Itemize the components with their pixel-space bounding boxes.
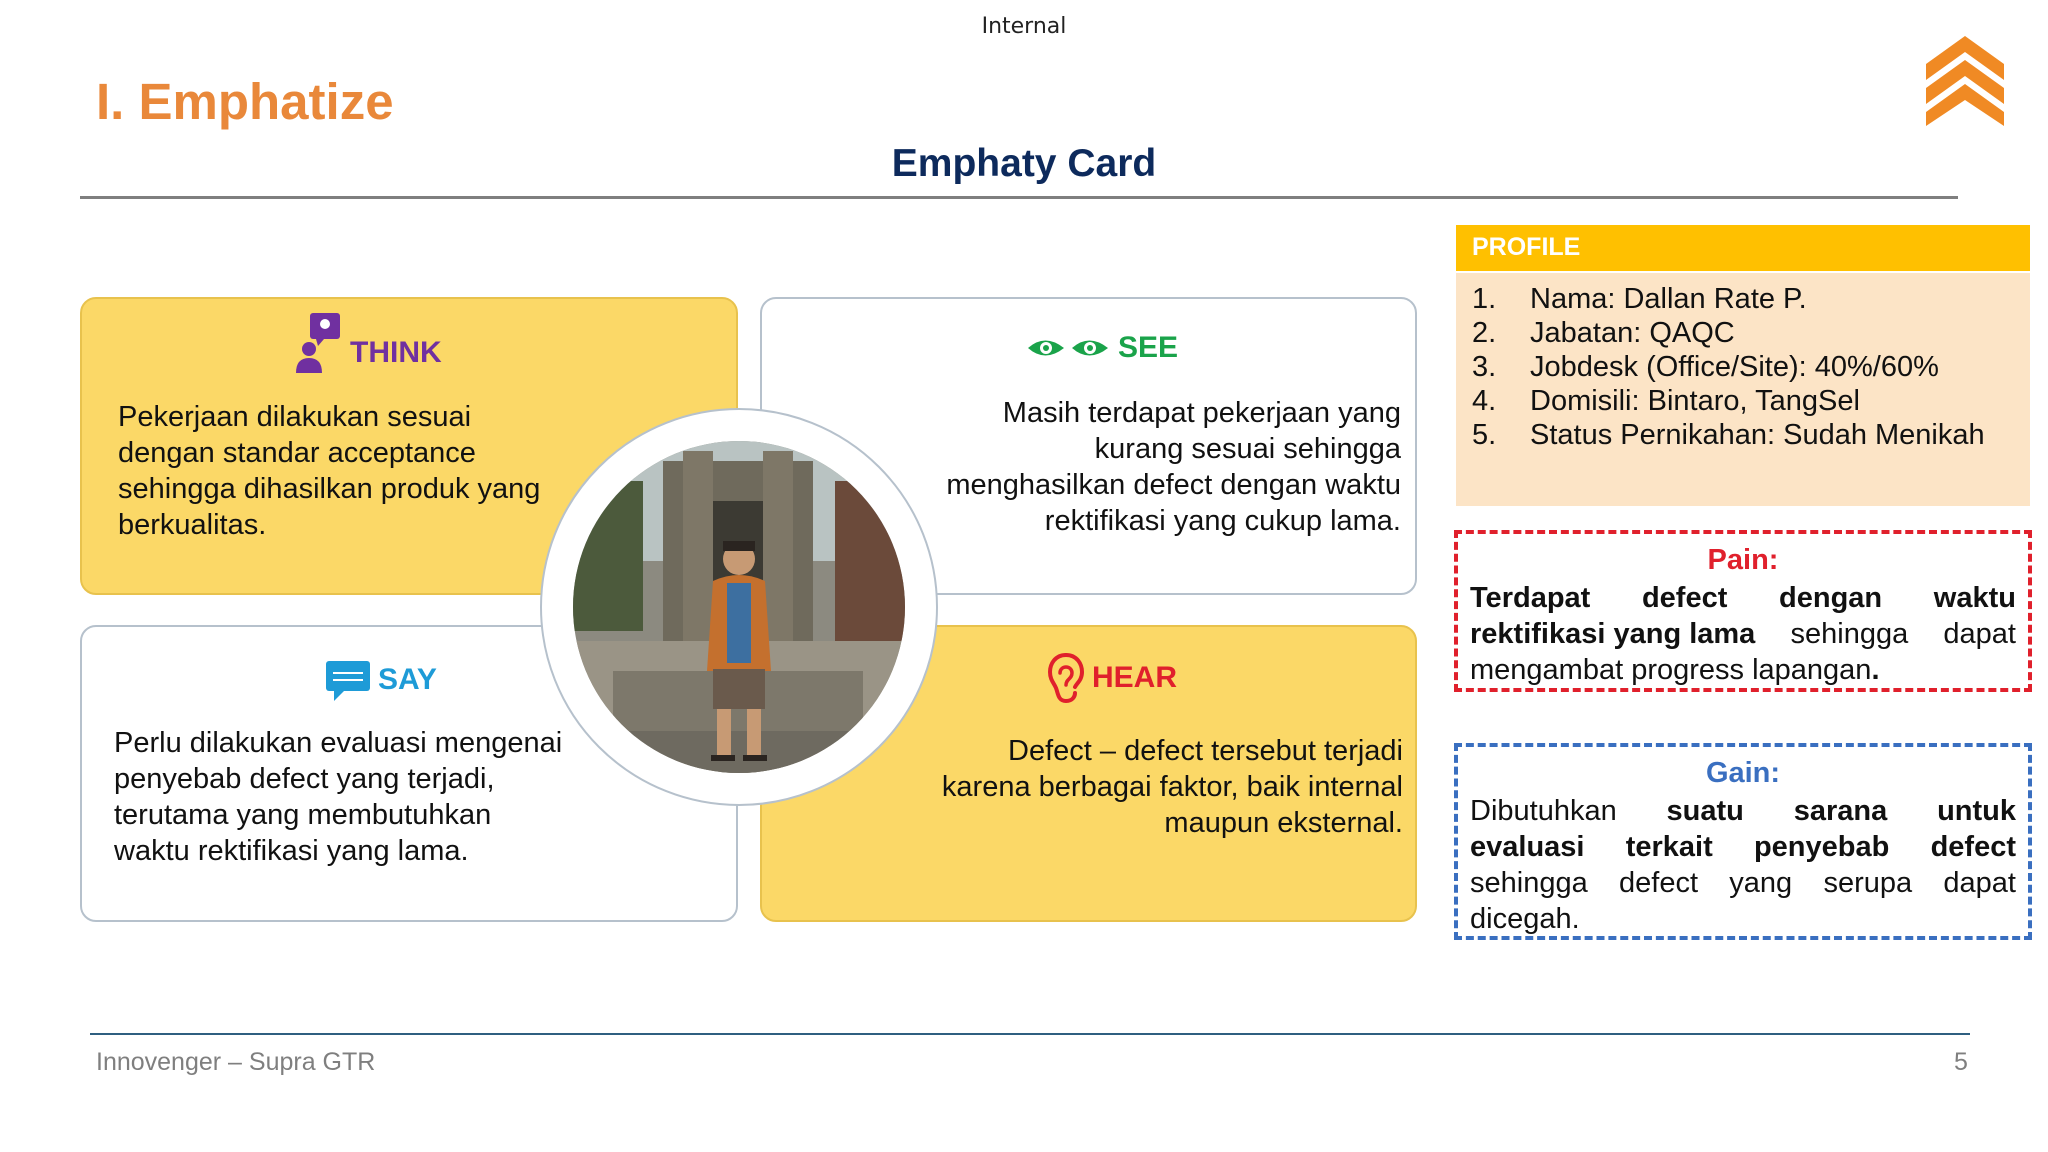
say-heading <box>326 659 437 701</box>
profile-item-number: 2. <box>1472 317 1497 349</box>
profile-item-text: Nama: Dallan Rate P. <box>1530 283 1807 315</box>
say-text <box>114 725 562 869</box>
gain-word: defect <box>1619 867 1698 899</box>
profile-header-label: PROFILE <box>1472 233 1581 261</box>
gain-word: dapat <box>1943 867 2016 899</box>
profile-item-text: Status Pernikahan: Sudah Menikah <box>1530 419 1985 451</box>
say-line: penyebab defect yang terjadi, <box>114 763 495 795</box>
profile-header <box>1456 225 2030 271</box>
pain-box <box>1454 530 2032 692</box>
pain-word: Terdapat <box>1470 582 1591 614</box>
classification-label: Internal <box>981 14 1067 39</box>
say-label: SAY <box>378 663 437 696</box>
gain-word: evaluasi <box>1470 831 1585 863</box>
gain-box <box>1454 743 2032 940</box>
profile-item-number: 1. <box>1472 283 1497 315</box>
pain-title: Pain: <box>1707 544 1779 576</box>
gain-word: terkait <box>1625 831 1713 863</box>
pain-word: dengan <box>1779 582 1883 614</box>
pain-word: dapat <box>1943 618 2016 650</box>
eyes-icon <box>1026 333 1110 363</box>
see-line: Masih terdapat pekerjaan yang <box>1002 397 1401 429</box>
profile-item-number: 4. <box>1472 385 1497 417</box>
profile-item-number: 5. <box>1472 419 1497 451</box>
speech-bubble-icon <box>326 659 370 701</box>
pain-word: waktu <box>1933 582 2016 614</box>
gain-word: sarana <box>1793 795 1888 827</box>
think-line: berkualitas. <box>118 509 267 541</box>
gain-word: sehingga <box>1470 867 1588 899</box>
think-line: dengan standar acceptance <box>118 437 476 469</box>
pain-line <box>1470 652 2016 688</box>
pain-word: sehingga <box>1790 618 1909 650</box>
see-line: rektifikasi yang cukup lama. <box>1044 505 1401 537</box>
gain-title: Gain: <box>1705 757 1781 789</box>
gain-word: defect <box>1930 831 2016 863</box>
gain-word: suatu <box>1666 795 1744 827</box>
say-line: terutama yang membutuhkan <box>114 799 492 831</box>
footer-divider <box>90 1033 1970 1035</box>
pain-word: defect <box>1641 582 1728 614</box>
see-line: kurang sesuai sehingga <box>1094 433 1401 465</box>
see-text <box>946 395 1401 539</box>
hear-heading <box>1048 653 1177 703</box>
profile-item <box>1472 419 1985 452</box>
see-label: SEE <box>1118 331 1179 364</box>
think-text <box>118 399 540 543</box>
ear-icon <box>1048 653 1084 703</box>
profile-item-number: 3. <box>1472 351 1497 383</box>
gain-word: serupa <box>1823 867 1913 899</box>
hear-line: karena berbagai faktor, baik internal <box>941 771 1403 803</box>
think-heading <box>296 311 442 373</box>
company-logo-icon <box>1922 30 2008 126</box>
footer-text: Innovenger – Supra GTR <box>96 1048 376 1076</box>
page-number: 5 <box>1954 1048 1968 1076</box>
see-line: menghasilkan defect dengan waktu <box>946 469 1401 501</box>
gain-word: Dibutuhkan <box>1470 795 1617 827</box>
say-line: waktu rektifikasi yang lama. <box>114 835 469 867</box>
profile-item <box>1472 317 1735 350</box>
pain-word: mengambat progress lapangan <box>1470 654 1872 686</box>
profile-photo <box>573 441 905 773</box>
pain-emphasis: rektifikasi yang lama <box>1470 618 1756 650</box>
hear-line: maupun eksternal. <box>1164 807 1403 839</box>
gain-word: penyebab <box>1753 831 1890 863</box>
hear-label: HEAR <box>1092 661 1178 694</box>
think-label: THINK <box>350 336 442 369</box>
think-line: Pekerjaan dilakukan sesuai <box>118 401 472 433</box>
profile-details <box>1456 273 2030 506</box>
see-heading <box>1026 331 1178 365</box>
profile-item <box>1472 351 1939 384</box>
gain-word: yang <box>1729 867 1793 899</box>
gain-line <box>1470 829 2016 865</box>
say-line: Perlu dilakukan evaluasi mengenai <box>114 727 563 759</box>
pain-line <box>1470 580 2016 616</box>
gain-word: dicegah. <box>1470 903 1580 935</box>
hear-text <box>942 733 1403 841</box>
header-divider <box>80 196 1958 199</box>
person-speech-bubble-icon <box>296 311 342 373</box>
gain-word: untuk <box>1937 795 2016 827</box>
empathy-card-heading: Emphaty Card <box>891 142 1157 185</box>
profile-item <box>1472 385 1860 418</box>
think-line: sehingga dihasilkan produk yang <box>118 473 541 505</box>
profile-item-text: Jabatan: QAQC <box>1530 317 1735 349</box>
profile-item-text: Jobdesk (Office/Site): 40%/60% <box>1530 351 1939 383</box>
gain-line <box>1470 865 2016 901</box>
gain-line <box>1470 793 2016 829</box>
pain-line <box>1470 616 2016 652</box>
gain-line <box>1470 901 2016 937</box>
profile-item <box>1472 283 1807 316</box>
page-title: I. Emphatize <box>96 73 394 130</box>
profile-item-text: Domisili: Bintaro, TangSel <box>1530 385 1860 417</box>
pain-period: . <box>1871 654 1880 686</box>
hear-line: Defect – defect tersebut terjadi <box>1008 735 1403 767</box>
